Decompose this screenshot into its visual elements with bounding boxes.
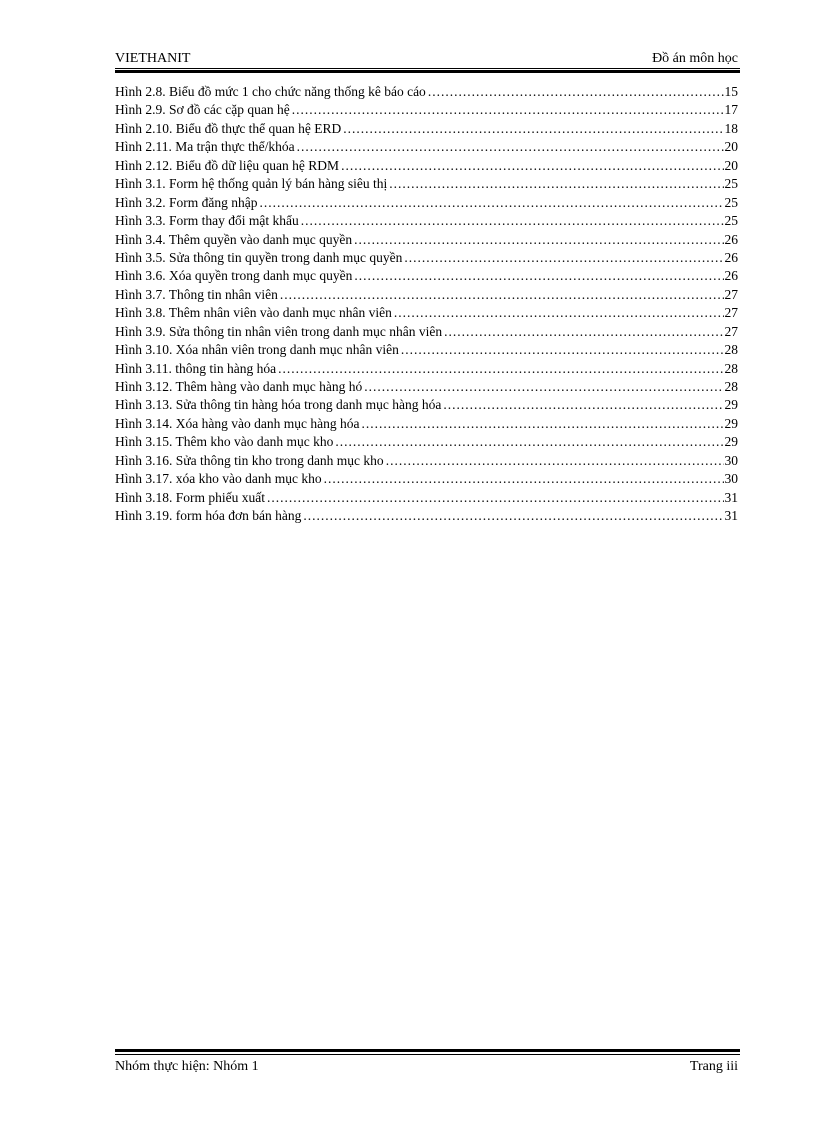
toc-entry-page: 26 [724,249,738,265]
toc-entry-page: 27 [724,305,738,321]
toc-entry[interactable] [115,157,738,175]
table-of-figures [115,83,738,526]
toc-dot-leader [354,231,723,249]
toc-dot-leader [386,452,724,470]
toc-dot-leader [428,83,724,101]
toc-entry-label: Hình 3.16. Sửa thông tin kho trong danh mục kho [115,452,384,468]
toc-entry-label: Hình 3.17. xóa kho vào danh mục kho [115,471,322,487]
toc-entry-page: 30 [724,471,738,487]
toc-dot-leader [354,267,723,285]
toc-dot-leader [301,212,724,230]
toc-entry[interactable] [115,249,738,267]
toc-entry-page: 30 [724,452,738,468]
toc-entry-page: 29 [724,415,738,431]
toc-dot-leader [341,157,723,175]
toc-dot-leader [335,433,723,451]
header-subtitle: Đồ án môn học [652,51,738,66]
toc-dot-leader [361,415,723,433]
toc-entry-label: Hình 3.5. Sửa thông tin quyền trong danh mục quyền [115,249,403,265]
toc-entry[interactable] [115,120,738,138]
toc-entry[interactable] [115,267,738,285]
toc-entry[interactable] [115,101,738,119]
page-number: Trang iii [689,1059,738,1074]
toc-entry-page: 15 [724,84,738,99]
toc-entry[interactable] [115,194,738,212]
toc-entry[interactable] [115,489,738,507]
toc-entry-label: Hình 3.1. Form hệ thống quản lý bán hàng siêu thị [115,176,388,192]
toc-entry[interactable] [115,323,738,341]
footer-rule-thin [115,1054,740,1055]
toc-entry-page: 28 [724,342,738,358]
toc-dot-leader [280,286,724,304]
header-rule-thick [115,70,740,73]
toc-dot-leader [443,396,723,414]
toc-dot-leader [394,304,724,322]
toc-entry-label: Hình 2.9. Sơ đồ các cặp quan hệ [115,102,290,118]
toc-entry-label: Hình 3.4. Thêm quyền vào danh mục quyền [115,231,353,247]
toc-entry[interactable] [115,175,738,193]
toc-entry-label: Hình 3.2. Form đăng nhập [115,194,258,210]
toc-entry-page: 29 [724,397,738,413]
toc-entry[interactable] [115,452,738,470]
toc-entry-page: 26 [724,231,738,247]
toc-entry-label: Hình 3.14. Xóa hàng vào danh mục hàng hóa [115,415,360,431]
toc-entry-page: 28 [724,360,738,376]
toc-entry-label: Hình 3.6. Xóa quyền trong danh mục quyền [115,268,353,284]
toc-entry-label: Hình 2.11. Ma trận thực thể/khóa [115,139,295,155]
toc-entry-page: 31 [724,489,738,505]
toc-entry-page: 31 [724,508,738,524]
toc-entry[interactable] [115,360,738,378]
toc-entry-label: Hình 2.10. Biểu đồ thực thể quan hệ ERD [115,120,342,136]
toc-entry-label: Hình 3.9. Sửa thông tin nhân viên trong danh mục nhân viên [115,323,443,339]
page-footer [115,1058,738,1076]
toc-entry[interactable] [115,396,738,414]
toc-entry-label: Hình 2.8. Biểu đồ mức 1 cho chức năng thống kê báo cáo [115,84,426,99]
toc-entry-label: Hình 3.12. Thêm hàng vào danh mục hàng hó [115,379,363,394]
toc-dot-leader [343,120,723,138]
toc-entry[interactable] [115,138,738,156]
toc-entry-label: Hình 3.19. form hóa đơn bán hàng [115,508,302,524]
toc-entry-page: 29 [724,434,738,450]
header-title: VIETHANIT [115,51,191,66]
toc-dot-leader [297,138,724,156]
toc-entry[interactable] [115,286,738,304]
toc-entry-label: Hình 3.8. Thêm nhân viên vào danh mục nhân viên [115,305,392,321]
page-header [115,50,738,68]
toc-entry-label: Hình 3.13. Sửa thông tin hàng hóa trong danh mục hàng hóa [115,397,442,413]
toc-entry[interactable] [115,231,738,249]
toc-entry-page: 27 [724,323,738,339]
toc-entry-page: 20 [724,139,738,155]
toc-dot-leader [389,175,723,193]
toc-entry-page: 25 [724,213,738,229]
toc-dot-leader [292,101,724,119]
toc-entry-label: Hình 2.12. Biểu đồ dữ liệu quan hệ RDM [115,157,340,173]
toc-entry[interactable] [115,212,738,230]
toc-entry-page: 20 [724,157,738,173]
footer-group: Nhóm thực hiện: Nhóm 1 [115,1059,259,1074]
toc-dot-leader [278,360,723,378]
toc-entry-page: 25 [724,194,738,210]
toc-entry[interactable] [115,433,738,451]
toc-entry-page: 17 [724,102,738,118]
toc-dot-leader [364,378,723,396]
toc-entry-label: Hình 3.10. Xóa nhân viên trong danh mục nhân viên [115,342,399,358]
toc-dot-leader [404,249,723,267]
toc-entry-page: 18 [724,120,738,136]
toc-dot-leader [303,507,723,525]
toc-entry-label: Hình 3.15. Thêm kho vào danh mục kho [115,434,334,450]
toc-entry-page: 27 [724,286,738,302]
toc-entry-page: 26 [724,268,738,284]
footer-rule-thick [115,1049,740,1052]
toc-dot-leader [260,194,724,212]
toc-entry[interactable] [115,507,738,525]
toc-entry[interactable] [115,341,738,359]
toc-dot-leader [267,489,724,507]
toc-entry-label: Hình 3.7. Thông tin nhân viên [115,286,278,302]
toc-dot-leader [401,341,724,359]
toc-entry-label: Hình 3.3. Form thay đổi mật khẩu [115,213,299,229]
toc-entry-page: 25 [724,176,738,192]
toc-entry[interactable] [115,378,738,396]
toc-entry-label: Hình 3.18. Form phiếu xuất [115,489,265,505]
header-rule-thin [115,68,740,69]
toc-entry[interactable] [115,470,738,488]
toc-entry-page: 28 [724,379,738,394]
toc-entry[interactable] [115,304,738,322]
toc-dot-leader [444,323,723,341]
toc-dot-leader [324,470,724,488]
toc-entry[interactable] [115,83,738,101]
toc-entry[interactable] [115,415,738,433]
toc-entry-label: Hình 3.11. thông tin hàng hóa [115,360,277,376]
